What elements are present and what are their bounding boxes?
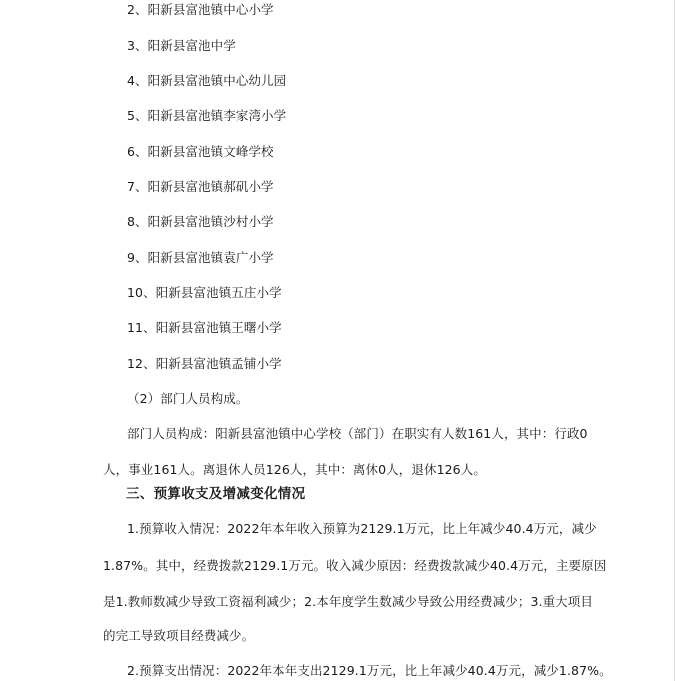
section-heading: 三、预算收支及增减变化情况 [126,486,306,502]
list-item: 9、阳新县富池镇袁广小学 [127,250,274,265]
list-item: 11、阳新县富池镇王曙小学 [127,320,282,335]
list-item: 12、阳新县富池镇孟铺小学 [127,356,282,371]
income-paragraph-line: 的完工导致项目经费减少。 [103,628,255,643]
income-paragraph-line: 是1.教师数减少导致工资福利减少；2.本年度学生数减少导致公用经费减少；3.重大项目 [103,594,593,609]
list-item: 3、阳新县富池中学 [127,38,236,53]
list-item: 5、阳新县富池镇李家湾小学 [127,108,287,123]
list-item: 4、阳新县富池镇中心幼儿园 [127,73,287,88]
expense-paragraph-line: 2.预算支出情况：2022年本年支出2129.1万元，比上年减少40.4万元，减少1.87%。 [127,663,612,678]
list-item: 6、阳新县富池镇文峰学校 [127,144,274,159]
list-item: 2、阳新县富池镇中心小学 [127,2,274,17]
list-item: 8、阳新县富池镇沙村小学 [127,214,274,229]
staff-paragraph-line: 部门人员构成：阳新县富池镇中心学校（部门）在职实有人数161人，其中：行政0 [127,426,588,441]
income-paragraph-line: 1.87%。其中，经费拨款2129.1万元。收入减少原因：经费拨款减少40.4万元，主要原因 [103,558,607,573]
staff-paragraph-line: 人，事业161人。离退休人员126人，其中：离休0人，退休126人。 [103,462,486,477]
list-item: 7、阳新县富池镇郝矶小学 [127,179,274,194]
list-item: 10、阳新县富池镇五庄小学 [127,285,282,300]
staff-subheading: （2）部门人员构成。 [127,391,249,406]
income-paragraph-line: 1.预算收入情况：2022年本年收入预算为2129.1万元，比上年减少40.4万元，减少 [127,521,597,536]
